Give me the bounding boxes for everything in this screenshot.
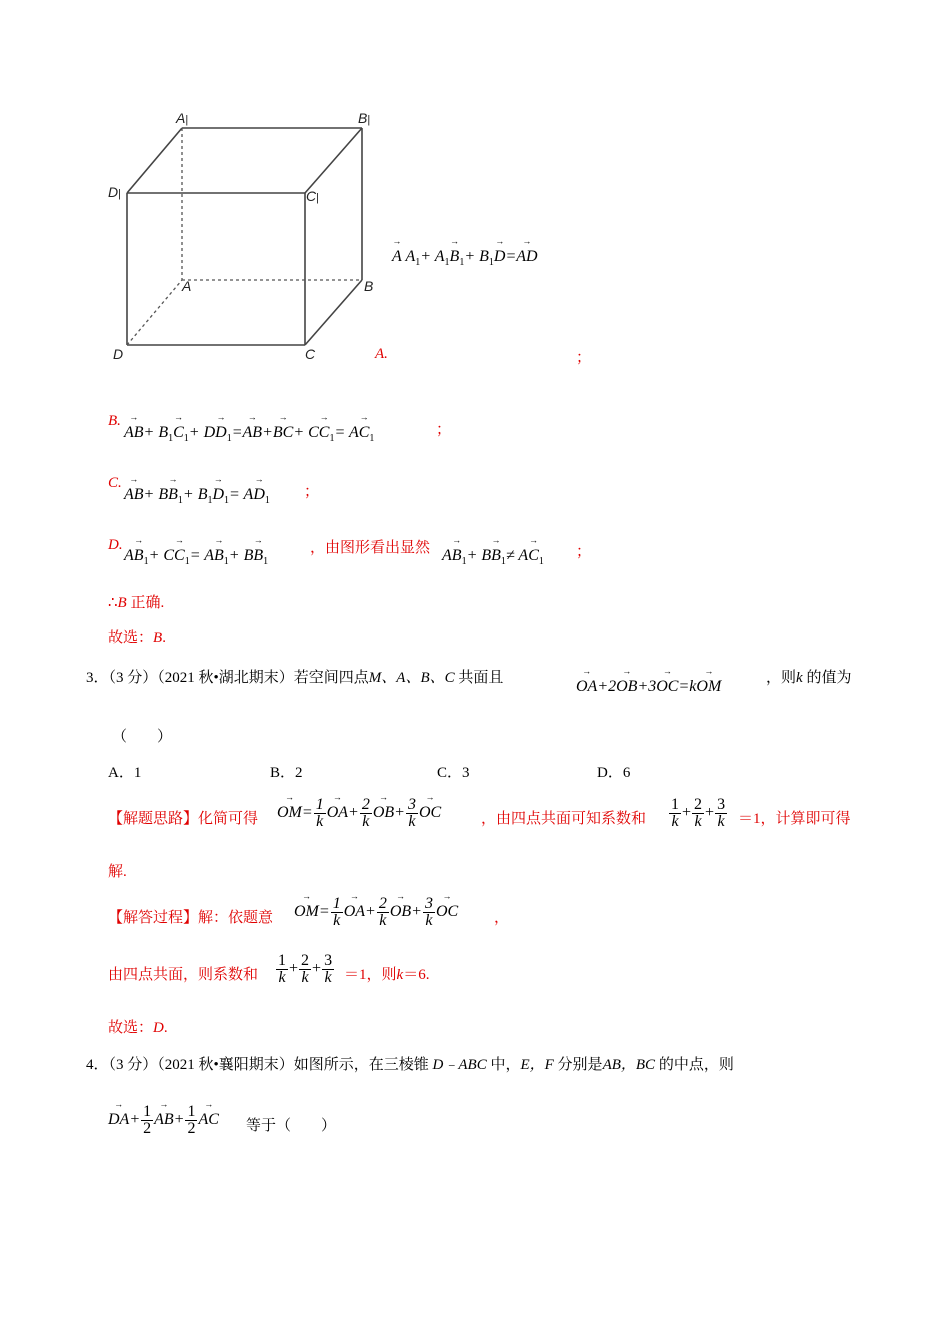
q3-condition-formula: → OA+2→ OB+3→ OC=k→ OM <box>576 678 721 696</box>
q3-process-result: ＝1，则k＝6. <box>344 967 430 983</box>
q2-option-a-semicolon: ； <box>576 350 592 366</box>
label-a: A <box>182 278 192 294</box>
label-d: D <box>113 346 124 362</box>
q3-blank: （ ） <box>112 729 173 745</box>
q2-option-c-label: C. <box>108 475 122 491</box>
q3-process-text2: 由四点共面，则系数和 <box>108 967 259 983</box>
q3-option-b[interactable]: B．2 <box>270 765 303 781</box>
q3-hint-text4: 解. <box>108 864 127 880</box>
q3-hint-sum: $\frac{1}{k}$ + $\frac{2}{k}$ + $\frac{3}{k}$ <box>671 796 726 830</box>
q2-option-b-label: B. <box>108 413 121 429</box>
q2-option-c-formula: → $AB+ B\to B_1+ B_1\to D_1= A\to D_1$ <box>124 486 270 506</box>
label-b: B <box>364 278 374 294</box>
q2-option-a-label: A. <box>375 346 388 362</box>
q4-formula-tail: 等于（ ） <box>246 1118 337 1134</box>
q3-answer: 故选：D. <box>108 1020 168 1036</box>
q3-hint-formula: → OM= $\frac{1}{k}$ → OA+ $\frac{2}{k}$ → OB+ $\frac{3}{k}$ → OC <box>277 797 441 830</box>
label-a1: A| <box>176 110 189 126</box>
q3-stem: 3．（3 分）（2021 秋•湖北期末）若空间四点M、A、B、C 共面且 <box>86 670 504 686</box>
q3-stem-end: ，则k 的值为 <box>766 670 852 686</box>
q4-stem: 4．（3 分）（2021 秋•襄阳期末）如图所示，在三棱锥 D﹣ABC 中，E，F 分别是AB，BC 的中点，则 <box>86 1057 734 1073</box>
label-b1: B| <box>358 110 371 126</box>
q3-option-d[interactable]: D．6 <box>597 765 631 781</box>
q3-hint-text3: ＝1，计算即可得 <box>738 811 851 827</box>
q3-process-formula: → OM= $\frac{1}{k}$ → OA+ $\frac{2}{k}$ → OB+ $\frac{3}{k}$ → OC <box>294 896 458 929</box>
label-c1: C| <box>306 188 319 204</box>
q2-option-d-formula2: $A\to B_1+ B\to B_1\ne A\to C_1$ <box>442 547 544 567</box>
q2-option-b-semicolon: ； <box>436 422 452 438</box>
q4-formula: → DA+ $\frac{1}{2}$ → AB+ $\frac{1}{2}$ → AC <box>108 1104 219 1137</box>
q2-option-d-formula: $A\to B_1+ C\to C_1= A\to B_1+ B\to B_1$ <box>124 547 268 567</box>
cube-figure <box>100 105 390 370</box>
q2-option-b-formula: → $AB+ B_1\to C_1+ D\to D_1=\to AB+\to BC+ C\to C_1= A\to C_1$ <box>124 424 374 444</box>
label-d1: D| <box>108 184 121 200</box>
q3-process-comma: ， <box>494 910 510 926</box>
q3-option-c[interactable]: C．3 <box>437 765 470 781</box>
q2-option-a-formula: → A $A_1+ A_1\to B_1+ B_1\to D=\to$ AD <box>392 248 538 268</box>
q3-option-a[interactable]: A．1 <box>108 765 142 781</box>
q3-hint-text2: ，由四点共面可知系数和 <box>481 811 647 827</box>
q3-process-label: 【解答过程】解：依题意 <box>108 910 274 926</box>
label-c: C <box>305 346 316 362</box>
q2-option-d-text: ，由图形看出显然 <box>310 540 431 556</box>
q3-process-sum: $\frac{1}{k}$ + $\frac{2}{k}$ + $\frac{3}{k}$ <box>278 952 333 986</box>
q2-option-d-label: D. <box>108 537 123 553</box>
q2-option-d-semicolon: ； <box>576 544 592 560</box>
q2-answer: 故选：B. <box>108 630 166 646</box>
q3-hint-label: 【解题思路】化简可得 <box>108 811 259 827</box>
q2-option-c-semicolon: ； <box>304 484 320 500</box>
q2-therefore: ∴B 正确. <box>108 595 165 611</box>
